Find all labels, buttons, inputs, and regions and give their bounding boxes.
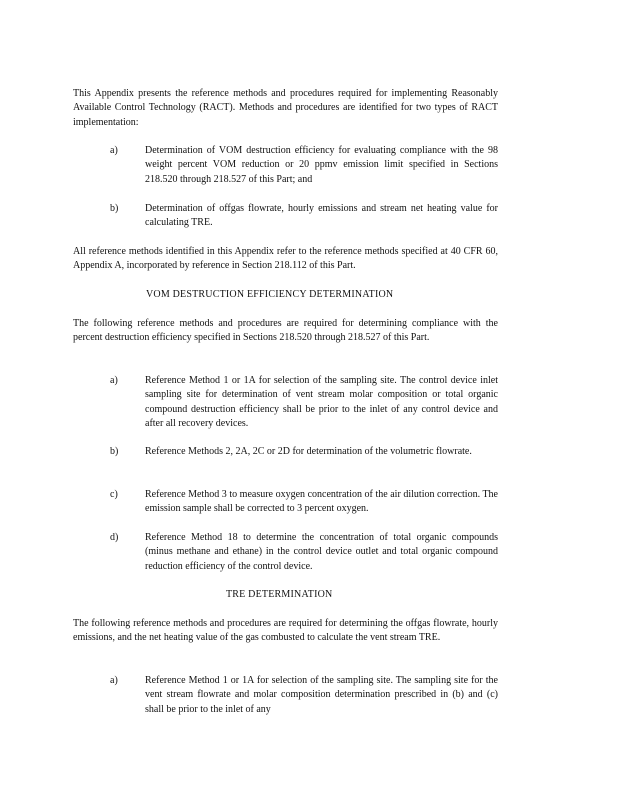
item-text: Reference Method 1 or 1A for selection of the sampling site. The sampling site for the vent stream flowrate and molar composition determination prescribed in (b) and (c) shall be prior to the inlet of any <box>145 675 498 715</box>
item-text: Reference Methods 2, 2A, 2C or 2D for determination of the volumetric flowrate. <box>145 446 472 457</box>
item-label: a) <box>110 675 118 686</box>
reference-paragraph: All reference methods identified in this Appendix refer to the reference methods specified at 40 CFR 60, Appendix A, incorporated by reference in Section 218.112 of this Part. <box>73 246 498 272</box>
vom-item-a <box>73 374 498 434</box>
item-label: d) <box>110 532 119 543</box>
item-text: Reference Method 3 to measure oxygen concentration of the air dilution correction. The emission sample shall be corrected to 3 percent oxygen. <box>145 489 498 515</box>
item-label: c) <box>110 489 118 500</box>
item-text: Determination of VOM destruction efficiency for evaluating compliance with the 98 weight percent VOM reduction or 20 ppmv emission limit specified in Sections 218.520 through 218.527 of this Part; and <box>145 145 498 185</box>
item-text: Determination of offgas flowrate, hourly emissions and stream net heating value for calculating TRE. <box>145 203 498 229</box>
item-label: a) <box>110 375 118 386</box>
item-label: b) <box>110 203 119 214</box>
tre-item-a <box>73 674 498 734</box>
intro-item-a <box>73 144 498 204</box>
vom-section-heading: VOM DESTRUCTION EFFICIENCY DETERMINATION <box>146 289 394 300</box>
item-text: Reference Method 1 or 1A for selection of the sampling site. The control device inlet sampling site for determination of vent stream molar composition or total organic compound destruction efficiency shall be prior to the inlet of any control device and after all recovery devices. <box>145 375 498 430</box>
vom-intro-paragraph: The following reference methods and procedures are required for determining compliance with the percent destruction efficiency specified in Sections 218.520 through 218.527 of this Part. <box>73 318 498 344</box>
item-label: a) <box>110 145 118 156</box>
intro-paragraph: This Appendix presents the reference methods and procedures required for implementing Reasonably Available Control Technology (RACT). Methods and procedures are identified for two types of RACT implementation: <box>73 88 498 128</box>
tre-intro-paragraph: The following reference methods and procedures are required for determining the offgas flowrate, hourly emissions, and the net heating value of the gas combusted to calculate the vent stream TRE. <box>73 618 498 644</box>
tre-section-heading: TRE DETERMINATION <box>226 589 333 600</box>
vom-item-d <box>73 531 498 591</box>
item-label: b) <box>110 446 119 457</box>
item-text: Reference Method 18 to determine the concentration of total organic compounds (minus methane and ethane) in the control device outlet and total organic compound reduction efficiency of the control device. <box>145 532 498 572</box>
